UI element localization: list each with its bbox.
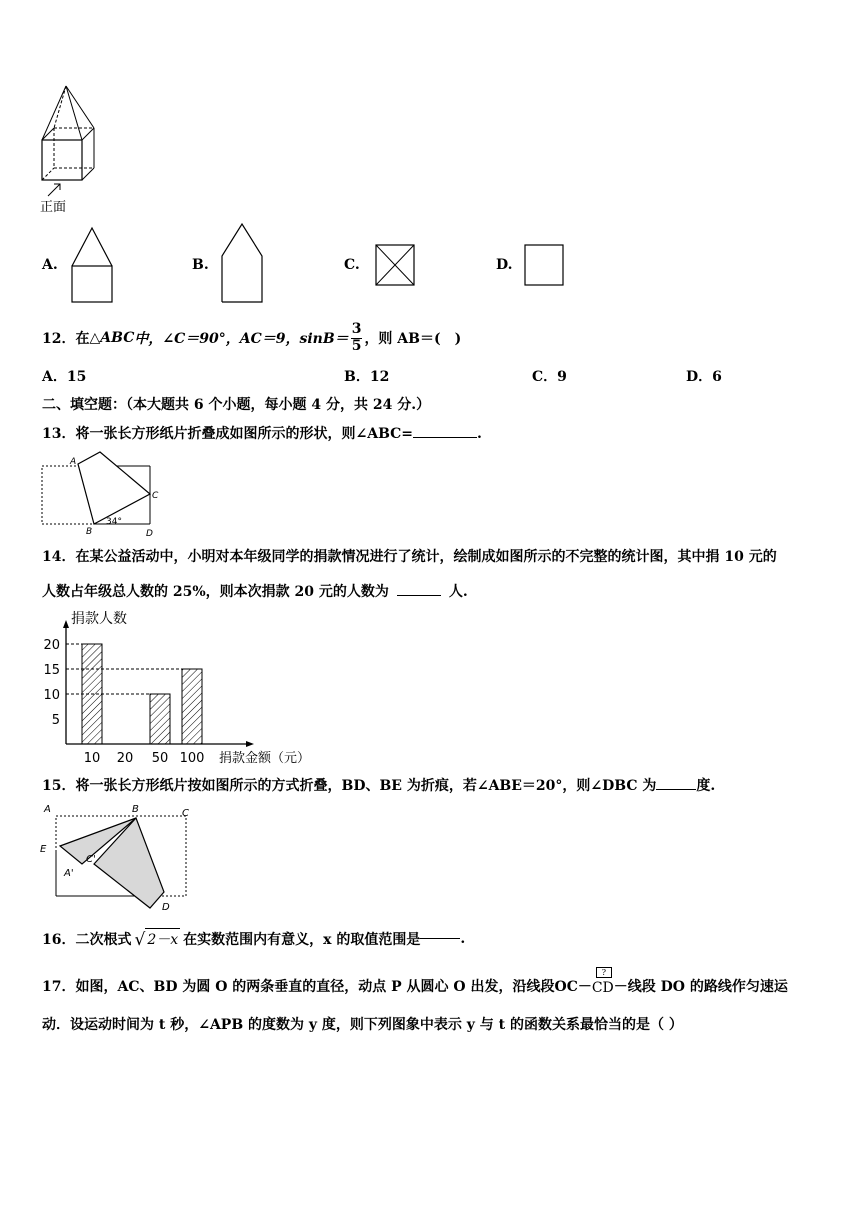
option-a-label: A.	[42, 257, 58, 273]
q15-label-d: D	[162, 902, 170, 912]
question-12: 12．在 △ABC 中，∠C＝90°，AC＝9，sinB＝ $\frac{3}{5}$ ，则 AB＝( )	[42, 321, 462, 354]
y-tick-label: 15	[43, 663, 60, 678]
q15-label-b: B	[132, 804, 139, 815]
option-b-label: B.	[192, 257, 209, 273]
q12-option-d: D．6	[686, 369, 722, 385]
q15-label-c-prime: C'	[86, 854, 96, 865]
option-a-figure	[70, 226, 114, 304]
q12-option-c: C．9	[532, 369, 567, 385]
question-17-line-2: 动．设运动时间为 t 秒，∠APB 的度数为 y 度，则下列图象中表示 y 与 t 的函数关系最恰当的是（ ）	[42, 1017, 683, 1033]
q13-label-c: C	[152, 491, 159, 501]
missing-glyph-icon: ?	[596, 967, 612, 978]
chart-xlabel: 捐款金额（元）	[219, 751, 311, 766]
bar-50	[150, 694, 170, 744]
option-b-figure	[219, 222, 265, 304]
x-axis-arrow	[246, 741, 254, 747]
q15-label-a: A	[44, 804, 51, 815]
x-tick-label: 100	[179, 751, 205, 766]
q12-option-b: B．12	[344, 369, 390, 385]
sqrt-expression: √ 2－x	[134, 930, 179, 950]
question-16: 16．二次根式 √ 2－x 在实数范围内有意义，x 的取值范围是 .	[42, 930, 466, 950]
q11-solid-figure	[36, 82, 102, 214]
question-17-line-1: 17．如图，AC、BD 为圆 O 的两条垂直的直径，动点 P 从圆心 O 出发，沿线段OC－ ? CD －线段 DO 的路线作匀速运	[42, 968, 788, 996]
question-13: 13．将一张长方形纸片折叠成如图所示的形状，则∠ABC= .	[42, 426, 482, 442]
y-tick-label: 5	[51, 713, 60, 728]
option-c-label: C.	[344, 257, 360, 273]
section-2-heading: 二、填空题：（本大题共 6 个小题，每小题 4 分，共 24 分.）	[42, 397, 431, 413]
option-c-figure	[374, 243, 416, 287]
x-tick-label: 50	[151, 751, 169, 766]
q13-label-b: B	[86, 527, 93, 537]
q13-angle-label: 34°	[106, 517, 122, 527]
q15-label-a-prime: A'	[64, 868, 74, 879]
y-axis-arrow	[63, 620, 69, 628]
front-view-label: 正面	[40, 200, 67, 215]
option-d-label: D.	[496, 257, 513, 273]
x-tick-label: 10	[83, 751, 101, 766]
question-15: 15．将一张长方形纸片按如图所示的方式折叠，BD、BE 为折痕，若∠ABE＝20°，则∠DBC 为 度.	[42, 778, 716, 794]
q12-option-a: A．15	[42, 369, 87, 385]
q15-fold-figure	[38, 800, 196, 912]
bar-10	[82, 644, 102, 744]
y-tick-label: 20	[43, 638, 60, 653]
q13-fold-figure	[38, 450, 166, 540]
option-d-figure	[523, 243, 565, 287]
question-14-line-2: 人数占年级总人数的 25%，则本次捐款 20 元的人数为 人.	[42, 584, 468, 600]
chart-ylabel: 捐款人数	[71, 611, 127, 627]
x-tick-label: 20	[116, 751, 134, 766]
sinb-fraction: $\frac{3}{5}$	[351, 321, 362, 354]
question-14-line-1: 14．在某公益活动中，小明对本年级同学的捐款情况进行了统计，绘制成如图所示的不完整的统计图，其中捐 10 元的	[42, 549, 777, 565]
q13-label-d: D	[146, 529, 153, 539]
y-tick-label: 10	[43, 688, 60, 703]
bar-100	[182, 669, 202, 744]
q15-label-e: E	[40, 844, 47, 855]
q14-bar-chart	[36, 604, 340, 768]
q15-label-c: C	[182, 808, 189, 819]
arc-cd: ? CD	[591, 968, 614, 996]
q13-label-a: A	[70, 457, 77, 467]
